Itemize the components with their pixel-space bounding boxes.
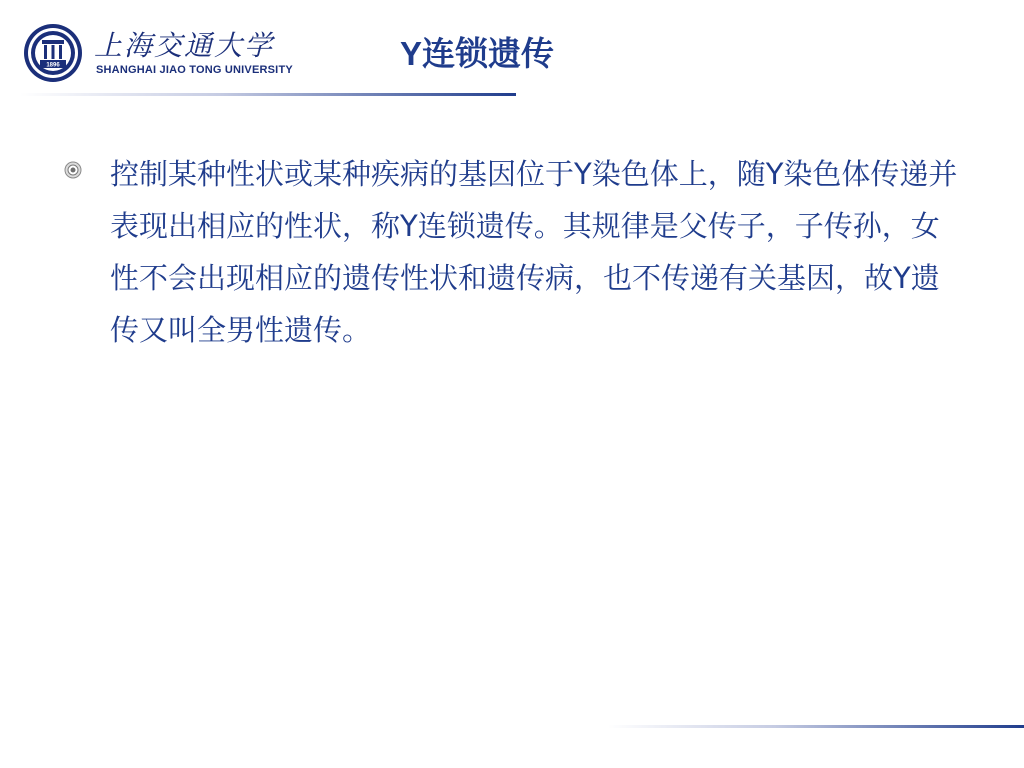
title-divider [20,93,516,96]
logo-year: 1896 [46,62,60,69]
logo-chinese-name: 上海交通大学 [94,29,275,62]
page-title: Y连锁遗传 [400,35,555,72]
bullet-dot-icon [64,161,82,179]
university-logo [22,22,293,84]
footer-divider [608,725,1024,728]
university-seal-icon [22,22,84,84]
logo-english-name: SHANGHAI JIAO TONG UNIVERSITY [96,64,293,76]
bullet-text: 控制某种性状或某种疾病的基因位于Y染色体上，随Y染色体传递并表现出相应的性状，称Y连锁遗传。其规律是父传子，子传孙，女性不会出现相应的遗传性状和遗传病，也不传递有关基因，故Y遗传又叫全男性遗传。 [110,157,958,347]
